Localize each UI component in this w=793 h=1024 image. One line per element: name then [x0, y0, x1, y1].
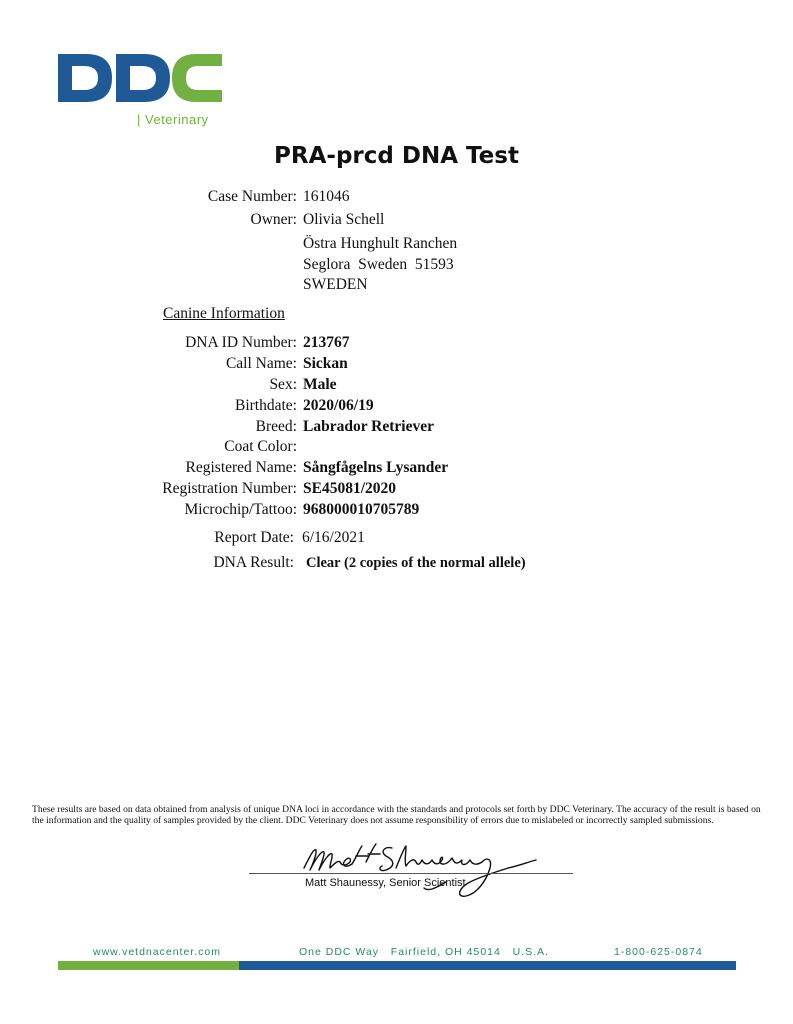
case-number-label: Case Number:: [207, 188, 297, 205]
field-label: Registration Number:: [162, 480, 297, 497]
field-label: Microchip/Tattoo:: [184, 501, 297, 518]
handwritten-signature: [296, 838, 546, 902]
field-label: Registered Name:: [185, 459, 297, 476]
field-label: Coat Color:: [224, 438, 297, 455]
address-line1: Östra Hunghult Ranchen: [303, 235, 458, 252]
case-number-value: 161046: [303, 188, 350, 205]
signature-line: [249, 873, 573, 874]
field-value: Labrador Retriever: [303, 418, 434, 435]
field-label: Breed:: [255, 418, 297, 435]
field-value: 213767: [303, 334, 350, 351]
field-label: Sex:: [269, 376, 297, 393]
field-label: Call Name:: [225, 355, 297, 372]
field-label: Birthdate:: [235, 397, 297, 414]
owner-name: Olivia Schell: [303, 211, 385, 228]
dna-result-value: Clear (2 copies of the normal allele): [306, 555, 526, 571]
canine-section-title: Canine Information: [163, 305, 285, 322]
report-date-label: Report Date:: [214, 529, 294, 546]
field-value: Sångfågelns Lysander: [303, 459, 449, 476]
address-line2: Seglora Sweden 51593: [303, 256, 454, 273]
owner-label: Owner:: [250, 211, 297, 228]
field-value: Sickan: [303, 355, 348, 372]
page-title: PRA-prcd DNA Test: [274, 143, 519, 169]
field-label: DNA ID Number:: [185, 334, 297, 351]
field-value: Male: [303, 376, 337, 393]
footer-phone: 1-800-625-0874: [614, 946, 703, 958]
signer-name: Matt Shaunessy, Senior Scientist: [305, 877, 466, 889]
footer-address: One DDC Way Fairfield, OH 45014 U.S.A.: [299, 946, 549, 958]
field-value: SE45081/2020: [303, 480, 397, 497]
field-value: 968000010705789: [303, 501, 420, 518]
footer-bar-blue: [239, 961, 736, 970]
dna-result-label: DNA Result:: [213, 554, 294, 571]
field-value: 2020/06/19: [303, 397, 374, 414]
footer-bar-green: [58, 961, 239, 970]
footer-website: www.vetdnacenter.com: [93, 946, 221, 958]
disclaimer-text: These results are based on data obtained from analysis of unique DNA loci in accordance with the standards and protocols set forth by DDC Veterinary. The accuracy of the result is based on the information and the quality of samples provided by the client. DDC Veterinary does not assume responsibility of errors due to mislabeled or incorrectly sampled submissions.: [32, 804, 761, 826]
address-line3: SWEDEN: [303, 276, 368, 293]
report-date-value: 6/16/2021: [302, 529, 365, 546]
logo-subtitle: | Veterinary: [137, 112, 209, 127]
